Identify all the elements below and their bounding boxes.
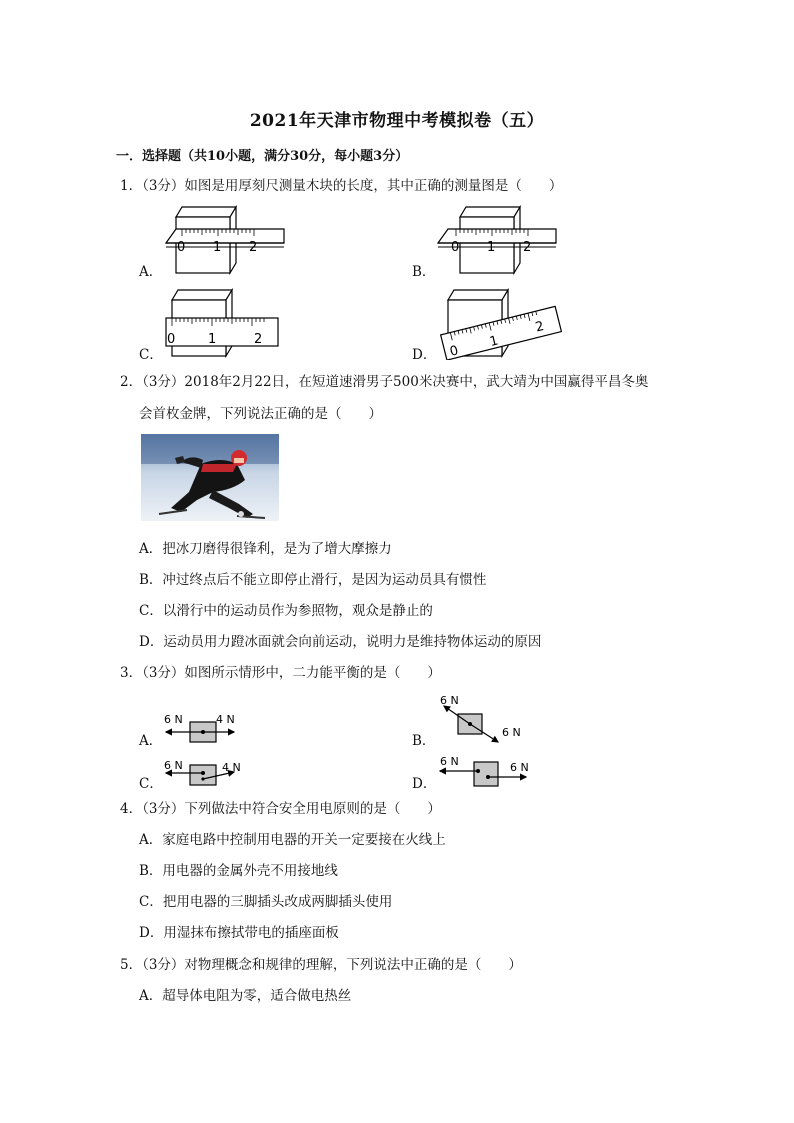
q1-option-b-label[interactable]: B．	[412, 264, 436, 280]
q3c-left-force: 6 N	[164, 759, 183, 772]
q2-option-c[interactable]: C．以滑行中的运动员作为参照物，观众是静止的	[139, 603, 433, 619]
q1-option-c-label[interactable]: C．	[139, 347, 163, 363]
question-1-stem: 1．（3分）如图是用厚刻尺测量木块的长度，其中正确的测量图是（ ）	[120, 178, 563, 194]
q3-option-a-label[interactable]: A．	[139, 733, 163, 749]
q3d-right-force: 6 N	[510, 761, 529, 774]
q3b-right-force: 6 N	[502, 726, 521, 739]
q3-option-c-label[interactable]: C．	[139, 776, 163, 792]
question-2-stem-line2: 会首枚金牌，下列说法正确的是（ ）	[139, 406, 382, 422]
q1b-tick-0: 0	[451, 240, 460, 255]
q1-option-a-label[interactable]: A．	[139, 264, 163, 280]
question-3-stem: 3．（3分）如图所示情形中，二力能平衡的是（ ）	[120, 665, 441, 681]
q3d-left-force: 6 N	[440, 755, 459, 768]
q4-option-d[interactable]: D．用湿抹布擦拭带电的插座面板	[139, 925, 339, 941]
q1-option-d-label[interactable]: D．	[412, 347, 437, 363]
q4-option-a[interactable]: A．家庭电路中控制用电器的开关一定要接在火线上	[139, 832, 446, 848]
q1c-tick-2: 2	[254, 332, 263, 347]
q3-figure-d[interactable]	[432, 752, 532, 790]
q1b-tick-2: 2	[523, 240, 532, 255]
q1d-tick-2: 2	[534, 318, 546, 336]
q1d-tick-0: 0	[448, 343, 461, 360]
q1c-tick-0: 0	[167, 332, 176, 347]
q1-figure-b[interactable]	[432, 205, 557, 277]
q3b-left-force: 6 N	[440, 694, 459, 707]
q3c-right-force: 4 N	[222, 761, 241, 774]
q1c-tick-1: 1	[208, 332, 217, 347]
question-2-stem-line1: 2．（3分）2018年2月22日，在短道速滑男子500米决赛中，武大靖为中国赢得平昌冬奥	[120, 374, 649, 390]
speed-skater-photo	[141, 434, 279, 521]
q3-figure-b[interactable]	[432, 690, 532, 744]
q1-figure-a[interactable]	[160, 205, 285, 277]
q3-option-d-label[interactable]: D．	[412, 776, 437, 792]
q5-option-a[interactable]: A．超导体电阻为零，适合做电热丝	[139, 988, 352, 1004]
q1-figure-c[interactable]	[160, 288, 285, 360]
q1a-tick-1: 1	[213, 240, 222, 255]
section-heading: 一．选择题（共10小题，满分30分，每小题3分）	[116, 149, 409, 164]
q1-figure-d[interactable]	[432, 288, 562, 360]
q3-figure-a[interactable]	[158, 710, 248, 746]
question-4-stem: 4．（3分）下列做法中符合安全用电原则的是（ ）	[120, 801, 441, 817]
page-title: 2021年天津市物理中考模拟卷（五）	[249, 111, 545, 131]
q2-option-b[interactable]: B．冲过终点后不能立即停止滑行，是因为运动员具有惯性	[139, 572, 487, 588]
q1b-tick-1: 1	[487, 240, 496, 255]
q4-option-c[interactable]: C．把用电器的三脚插头改成两脚插头使用	[139, 894, 393, 910]
q1d-tick-1: 1	[488, 333, 500, 350]
q3a-right-force: 4 N	[216, 713, 235, 726]
q1a-tick-0: 0	[177, 240, 186, 255]
q2-option-a[interactable]: A．把冰刀磨得很锋利，是为了增大摩擦力	[139, 541, 392, 557]
question-5-stem: 5．（3分）对物理概念和规律的理解，下列说法中正确的是（ ）	[120, 957, 522, 973]
q4-option-b[interactable]: B．用电器的金属外壳不用接地线	[139, 863, 338, 879]
q3a-left-force: 6 N	[164, 713, 183, 726]
q2-option-d[interactable]: D．运动员用力蹬冰面就会向前运动，说明力是维持物体运动的原因	[139, 634, 542, 650]
q3-figure-c[interactable]	[158, 755, 248, 789]
q1a-tick-2: 2	[249, 240, 258, 255]
q3-option-b-label[interactable]: B．	[412, 733, 436, 749]
